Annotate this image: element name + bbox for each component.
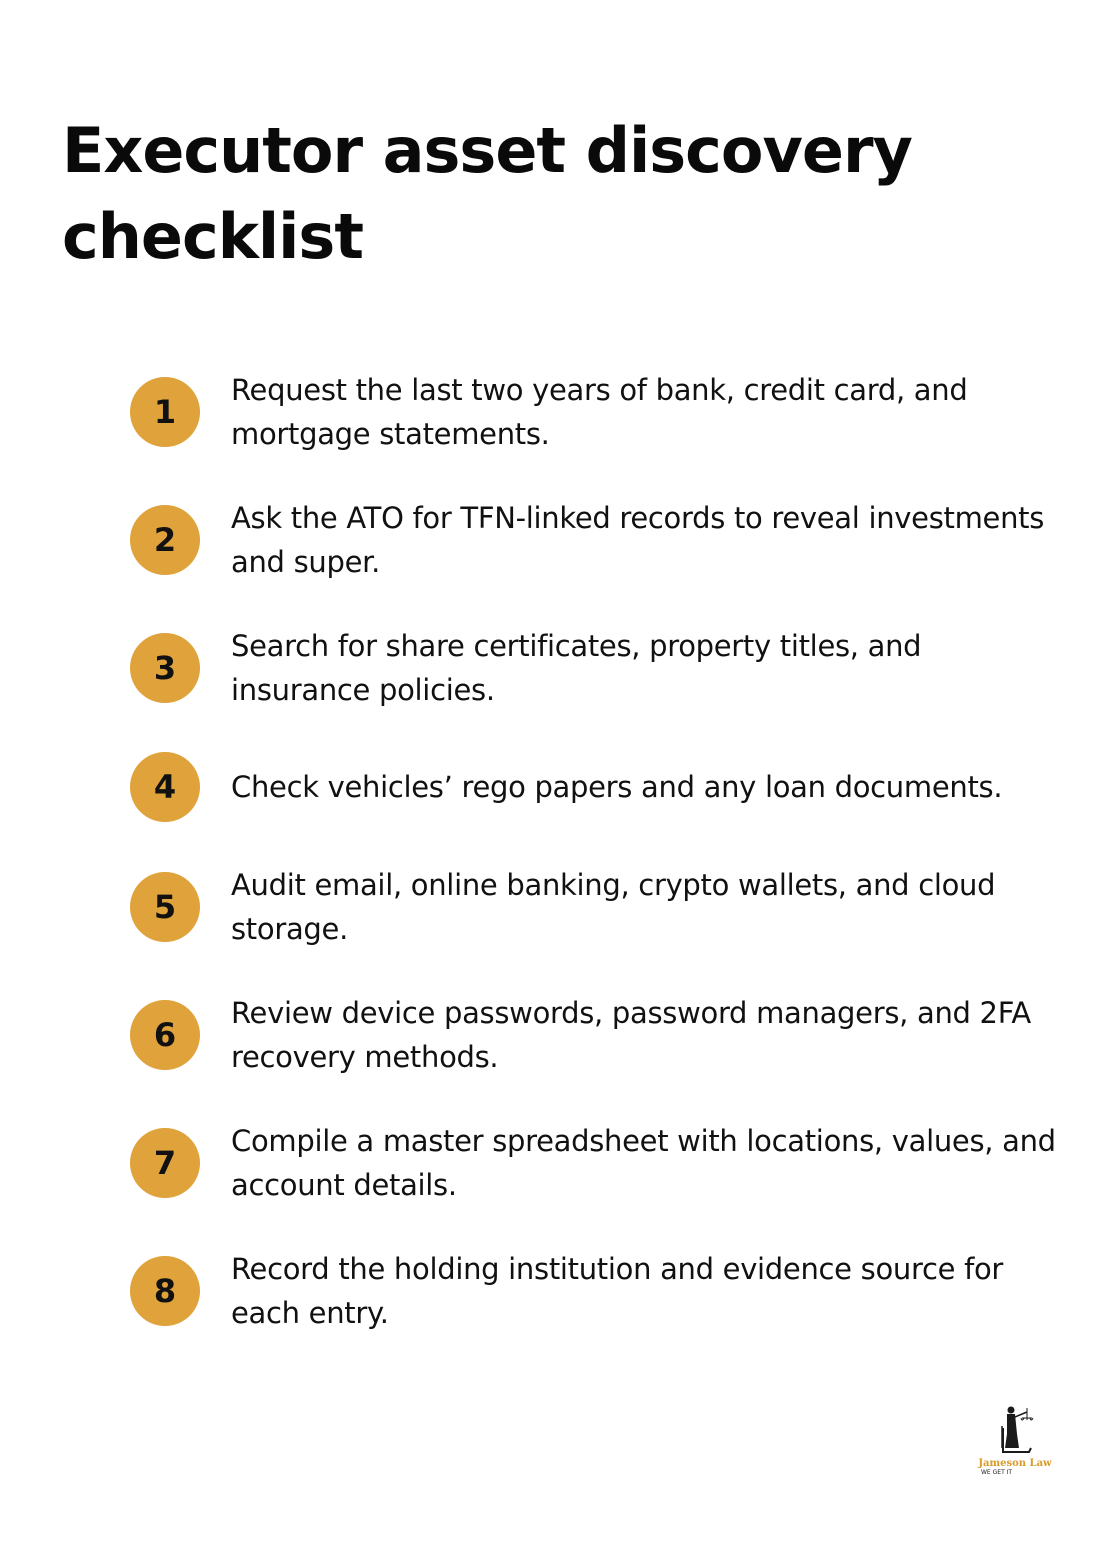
step-number-badge: 4	[130, 752, 200, 822]
checklist-item	[130, 623, 1060, 713]
step-number-badge: 1	[130, 377, 200, 447]
step-number-badge: 5	[130, 872, 200, 942]
checklist-item-text: Compile a master spreadsheet with locations, values, and account details.	[231, 1124, 1056, 1202]
jameson-law-logo	[975, 1404, 1055, 1484]
checklist-item-text: Record the holding institution and evidence source for each entry.	[231, 1252, 1004, 1330]
checklist-item	[130, 742, 1060, 832]
checklist-item-text: Check vehicles’ rego papers and any loan documents.	[231, 770, 1003, 804]
logo-tagline: WE GET IT	[981, 1469, 1013, 1476]
step-number-badge: 7	[130, 1128, 200, 1198]
checklist-item	[130, 367, 1060, 457]
checklist-item-text: Search for share certificates, property titles, and insurance policies.	[231, 629, 922, 707]
lady-justice-icon	[993, 1404, 1037, 1458]
checklist-item-text: Audit email, online banking, crypto wallets, and cloud storage.	[231, 868, 996, 946]
step-number-badge: 3	[130, 633, 200, 703]
checklist-item	[130, 862, 1060, 952]
logo-name: Jameson Law	[978, 1458, 1052, 1469]
checklist-item-text: Review device passwords, password managers, and 2FA recovery methods.	[231, 996, 1031, 1074]
checklist-item	[130, 495, 1060, 585]
page-title: Executor asset discovery checklist	[62, 114, 912, 273]
checklist-item-text: Request the last two years of bank, credit card, and mortgage statements.	[231, 373, 968, 451]
step-number-badge: 6	[130, 1000, 200, 1070]
step-number-badge: 2	[130, 505, 200, 575]
checklist-item	[130, 990, 1060, 1080]
checklist-item-text: Ask the ATO for TFN-linked records to reveal investments and super.	[231, 501, 1045, 579]
checklist-item	[130, 1246, 1060, 1336]
step-number-badge: 8	[130, 1256, 200, 1326]
checklist-item	[130, 1118, 1060, 1208]
